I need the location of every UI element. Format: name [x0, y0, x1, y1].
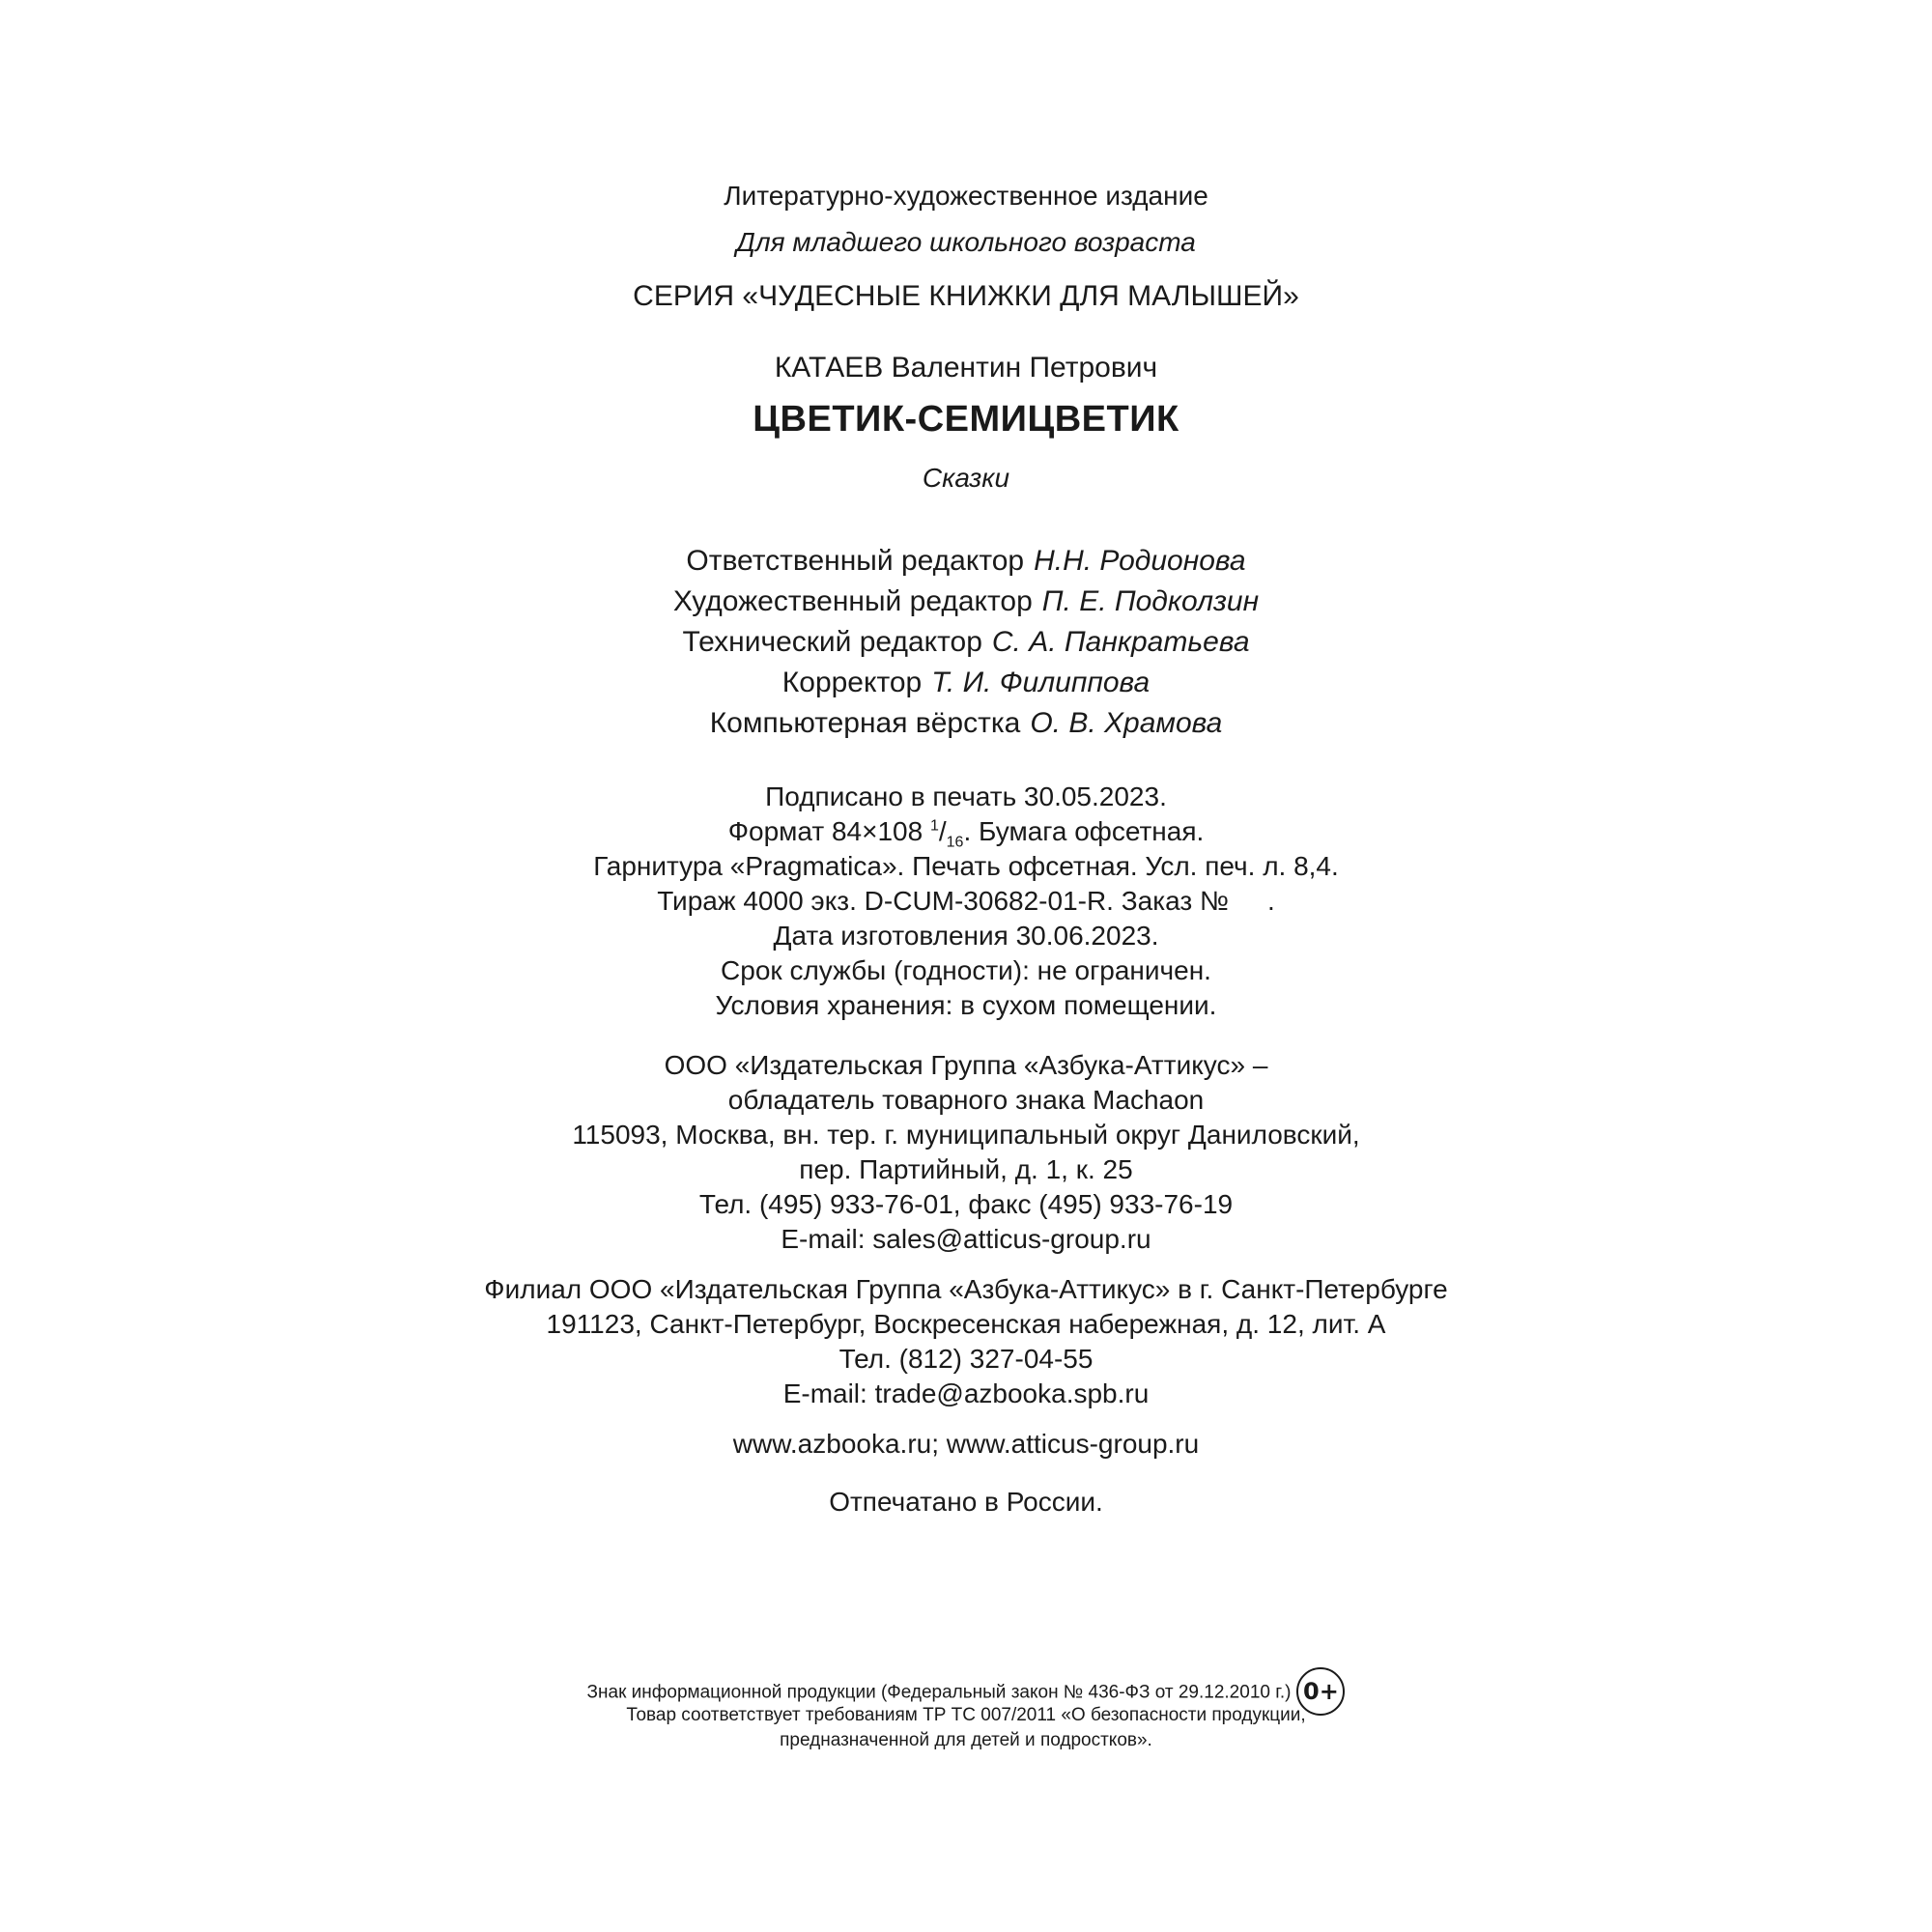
book-genre: Сказки	[922, 463, 1010, 493]
info-sign-text: Знак информационной продукции (Федеральный закон № 436-ФЗ от 29.12.2010 г.)	[586, 1682, 1292, 1703]
age-rating-badge: 0+	[1296, 1667, 1345, 1716]
format-denominator: 16	[946, 834, 964, 851]
manufacture-date: Дата изготовления 30.06.2023.	[773, 921, 1159, 951]
branch-line: 191123, Санкт-Петербург, Воскресенская набережная, д. 12, лит. А	[546, 1309, 1386, 1339]
credit-line	[0, 626, 1932, 659]
format-suffix: . Бумага офсетная.	[963, 816, 1205, 846]
credit-line	[0, 585, 1932, 618]
format-numerator: 1	[929, 817, 939, 835]
credit-role: Технический редактор	[682, 626, 982, 658]
credit-role: Компьютерная вёрстка	[709, 707, 1021, 739]
publisher-phone: Тел. (495) 933-76-01, факс (495) 933-76-19	[698, 1189, 1234, 1219]
credit-role: Корректор	[781, 667, 923, 698]
compliance-line: Товар соответствует требованиям ТР ТС 007/2011 «О безопасности продукции,	[626, 1705, 1306, 1725]
signed-date: Подписано в печать 30.05.2023.	[765, 781, 1167, 811]
branch-phone: Тел. (812) 327-04-55	[838, 1344, 1094, 1374]
credit-line	[0, 545, 1932, 578]
credit-person: Т. И. Филиппова	[931, 667, 1151, 698]
publisher-line: пер. Партийный, д. 1, к. 25	[799, 1154, 1133, 1184]
circulation-end: .	[1267, 886, 1275, 916]
publisher-line: обладатель товарного знака Machaon	[727, 1085, 1205, 1115]
websites: www.azbooka.ru; www.atticus-group.ru	[732, 1429, 1200, 1459]
circulation-info	[0, 885, 1932, 918]
shelf-life: Срок службы (годности): не ограничен.	[721, 955, 1211, 985]
credit-person: П. Е. Подколзин	[1041, 585, 1260, 617]
credit-person: С. А. Панкратьева	[991, 626, 1250, 658]
audience: Для младшего школьного возраста	[736, 227, 1196, 257]
typeface-info: Гарнитура «Pragmatica». Печать офсетная. Усл. печ. л. 8,4.	[593, 851, 1339, 881]
book-title: ЦВЕТИК-СЕМИЦВЕТИК	[753, 399, 1179, 440]
credit-person: О. В. Храмова	[1030, 707, 1223, 739]
print-format	[0, 815, 1932, 851]
compliance-line: предназначенной для детей и подростков».	[780, 1730, 1152, 1750]
edition-type: Литературно-художественное издание	[724, 181, 1208, 211]
credit-role: Ответственный редактор	[686, 545, 1025, 577]
credit-role: Художественный редактор	[672, 585, 1033, 617]
storage-conditions: Условия хранения: в сухом помещении.	[715, 990, 1217, 1020]
series-name: СЕРИЯ «ЧУДЕСНЫЕ КНИЖКИ ДЛЯ МАЛЫШЕЙ»	[633, 280, 1299, 312]
branch-email: E-mail: trade@azbooka.spb.ru	[782, 1378, 1150, 1408]
author-name: КАТАЕВ Валентин Петрович	[774, 352, 1158, 384]
format-prefix: Формат 84×108	[727, 816, 923, 846]
format-slash: /	[938, 816, 947, 846]
branch-line: Филиал ООО «Издательская Группа «Азбука-Аттикус» в г. Санкт-Петербурге	[484, 1274, 1448, 1304]
publisher-line: ООО «Издательская Группа «Азбука-Аттикус» –	[664, 1050, 1268, 1080]
credit-person: Н.Н. Родионова	[1034, 545, 1246, 577]
printed-in: Отпечатано в России.	[829, 1487, 1103, 1517]
publisher-line: 115093, Москва, вн. тер. г. муниципальный округ Даниловский,	[572, 1120, 1360, 1150]
credit-line	[0, 667, 1932, 699]
credit-line	[0, 707, 1932, 740]
circulation-text: Тираж 4000 экз. D-CUM-30682-01-R. Заказ №	[657, 886, 1230, 916]
publisher-email: E-mail: sales@atticus-group.ru	[781, 1224, 1151, 1254]
